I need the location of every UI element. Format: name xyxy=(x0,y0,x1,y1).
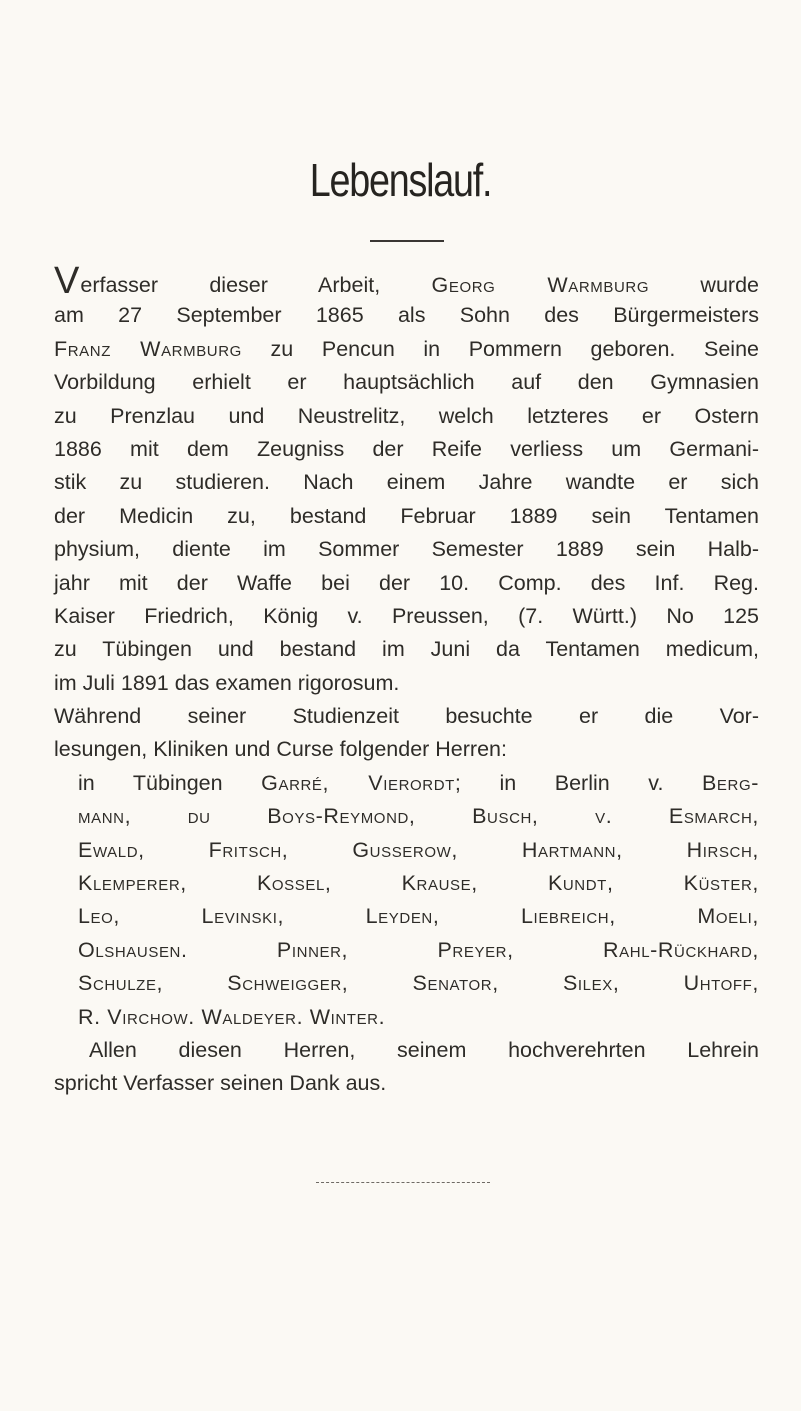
text-line xyxy=(54,299,759,332)
name-segment: Leo, Levinski, Leyden, Liebreich, Moeli, xyxy=(78,904,759,929)
text-segment: Kaiser Friedrich, König v. Preussen, (7. Württ.) No 125 xyxy=(54,603,759,628)
text-line xyxy=(54,466,759,499)
text-segment: Vorbildung erhielt er hauptsächlich auf den Gymnasien xyxy=(54,370,759,395)
text-segment: jahr mit der Waffe bei der 10. Comp. des Inf. Reg. xyxy=(54,570,759,595)
text-line xyxy=(54,366,759,399)
end-divider xyxy=(316,1182,490,1184)
text-line xyxy=(54,1001,759,1034)
text-line xyxy=(54,967,759,1000)
text-segment: 1886 mit dem Zeugniss der Reife verliess um Germani- xyxy=(54,436,759,461)
title-divider xyxy=(370,240,444,242)
text-line xyxy=(54,934,759,967)
name-segment: Berg- xyxy=(701,770,759,795)
name-segment: Schulze, Schweigger, Senator, Silex, Uhtoff, xyxy=(78,971,759,996)
text-segment: physium, diente im Sommer Semester 1889 sein Halb- xyxy=(54,537,759,562)
text-line xyxy=(54,767,759,800)
text-line xyxy=(54,1067,759,1100)
name-segment: Garré, Vierordt xyxy=(261,770,455,795)
name-segment: Ewald, Fritsch, Gusserow, Hartmann, Hirsch, xyxy=(78,837,759,862)
text-segment: spricht Verfasser seinen Dank aus. xyxy=(54,1071,387,1096)
text-line xyxy=(54,667,759,700)
text-line xyxy=(54,260,759,302)
text-segment: zu Prenzlau und Neustrelitz, welch letzteres er Ostern xyxy=(54,403,759,428)
text-segment: in Tübingen xyxy=(78,770,262,795)
text-line xyxy=(54,500,759,533)
text-segment: erfasser dieser Arbeit, xyxy=(80,273,432,297)
text-segment: ; in Berlin v. xyxy=(454,770,702,795)
text-segment: der Medicin zu, bestand Februar 1889 sein Tentamen xyxy=(54,503,759,528)
text-line xyxy=(54,567,759,600)
text-line xyxy=(54,1034,759,1067)
text-line xyxy=(54,867,759,900)
text-segment: zu Tübingen und bestand im Juni da Tentamen medicum, xyxy=(54,637,759,662)
text-line xyxy=(54,700,759,733)
text-segment: am 27 September 1865 als Sohn des Bürgermeisters xyxy=(54,303,759,328)
text-line xyxy=(54,433,759,466)
name-segment: Klemperer, Kossel, Krause, Kundt, Küster, xyxy=(78,871,759,896)
text-line xyxy=(54,834,759,867)
text-line xyxy=(54,800,759,833)
name-segment: Olshausen. Pinner, Preyer, Rahl-Rückhard, xyxy=(78,937,759,962)
name-segment: Georg Warmburg xyxy=(431,273,650,297)
text-segment: wurde xyxy=(649,273,759,297)
text-line xyxy=(54,733,759,766)
text-line xyxy=(54,900,759,933)
text-segment: im Juli 1891 das examen rigorosum. xyxy=(54,670,400,695)
text-line xyxy=(54,533,759,566)
text-line xyxy=(54,400,759,433)
text-segment: Während seiner Studienzeit besuchte er die Vor- xyxy=(54,704,759,729)
text-segment: stik zu studieren. Nach einem Jahre wandte er sich xyxy=(54,470,759,495)
body-text xyxy=(54,260,759,1101)
text-line xyxy=(54,600,759,633)
name-segment: Franz Warmburg xyxy=(54,336,242,361)
name-segment: mann, du Boys-Reymond, Busch, v. Esmarch, xyxy=(78,804,759,829)
text-segment: Allen diesen Herren, seinem hochverehrten Lehrein xyxy=(89,1037,759,1062)
text-segment: zu Pencun in Pommern geboren. Seine xyxy=(241,336,759,361)
text-line xyxy=(54,633,759,666)
text-segment: lesungen, Kliniken und Curse folgender Herren: xyxy=(54,737,507,762)
page-title: Lebenslauf. xyxy=(309,154,492,206)
initial-letter: V xyxy=(54,260,80,302)
name-segment: R. Virchow. Waldeyer. Winter. xyxy=(78,1004,386,1029)
text-line xyxy=(54,333,759,366)
